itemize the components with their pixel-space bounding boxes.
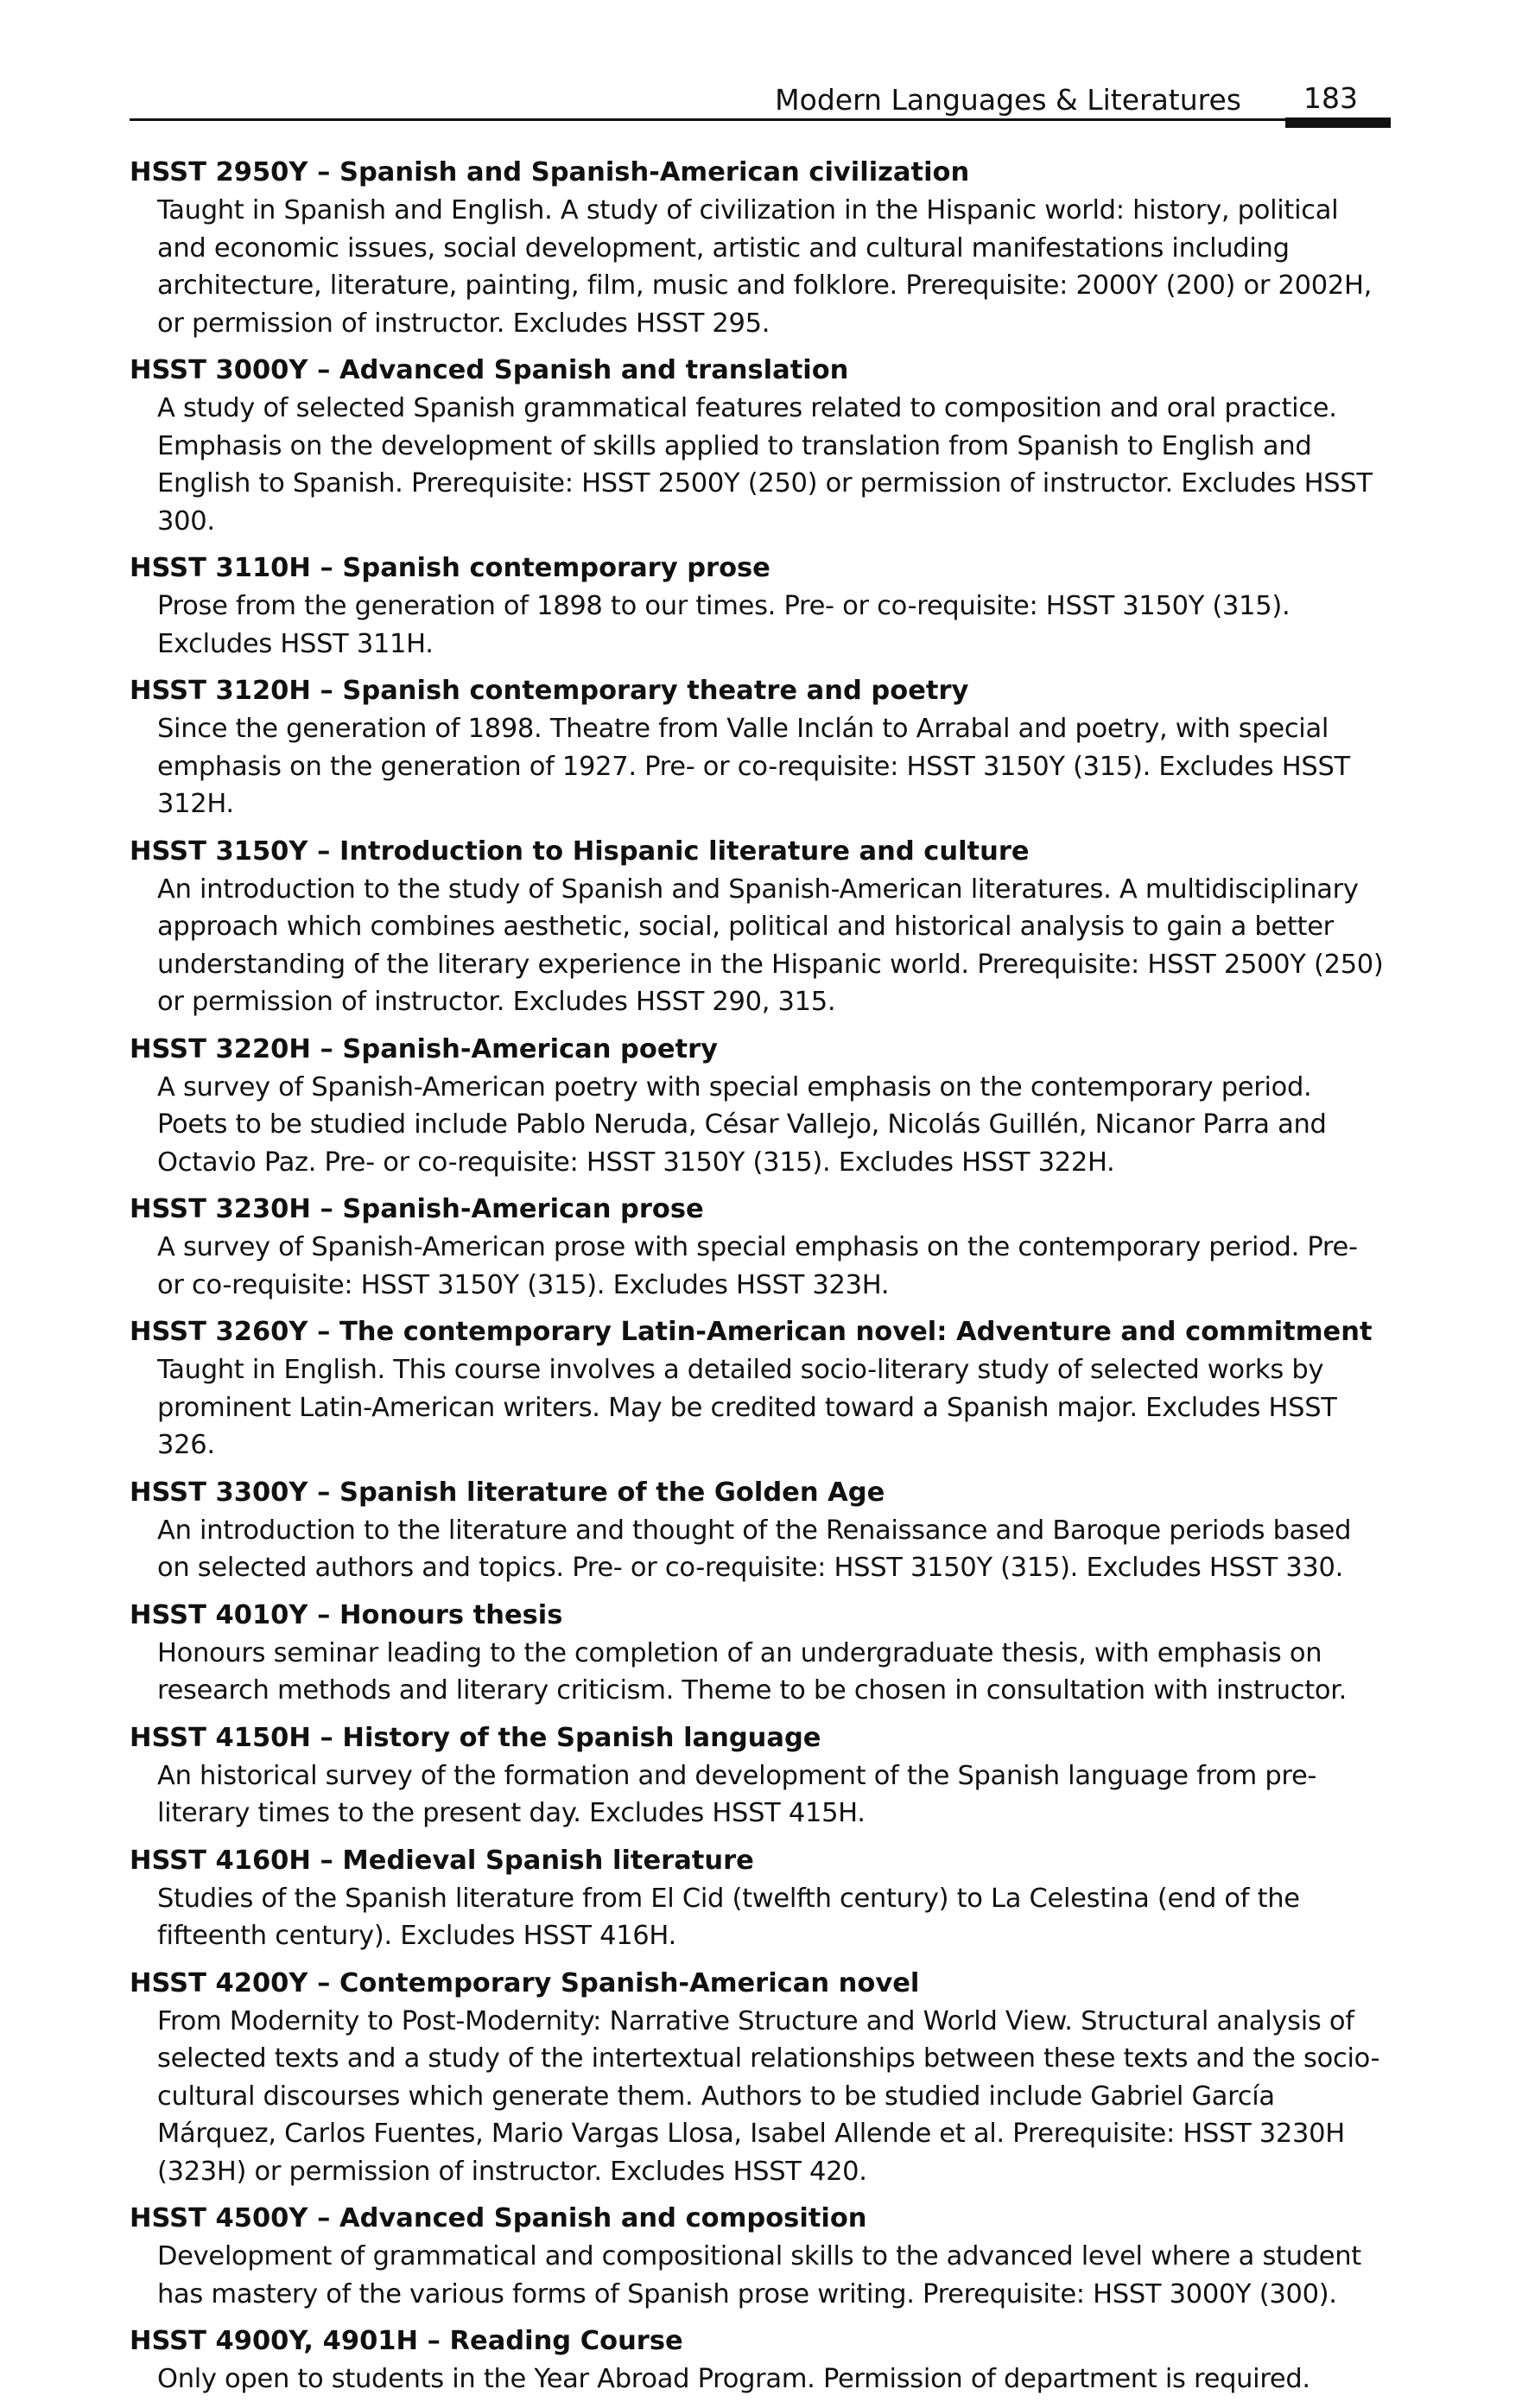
course-description: Development of grammatical and compositional skills to the advanced level where a student has mastery of the various forms of Spanish prose writing. Prerequisite: HSST 3000Y (300). (157, 2241, 1361, 2310)
course-entry (130, 1191, 1399, 1304)
course-entry (130, 1842, 1399, 1955)
course-entry (130, 2200, 1399, 2313)
course-title: HSST 3110H – Spanish contemporary prose (130, 553, 771, 583)
course-description: An introduction to the study of Spanish and Spanish-American literatures. A multidisciplinary approach which combines aesthetic, social, political and historical analysis to gain a better understanding of the literary experience in the Hispanic world. Prerequisite: HSST 2500Y (250) or permission of instructor. Excludes HSST 290, 315. (157, 874, 1384, 1017)
course-entry (130, 1474, 1399, 1587)
course-title: HSST 4200Y – Contemporary Spanish-American novel (130, 1967, 920, 1998)
course-description: Prose from the generation of 1898 to our times. Pre- or co-requisite: HSST 3150Y (315). Excludes HSST 311H. (157, 591, 1291, 659)
course-description: Honours seminar leading to the completion of an undergraduate thesis, with emphasis on research methods and literary criticism. Theme to be chosen in consultation with instructor. (157, 1637, 1348, 1706)
course-title: HSST 3230H – Spanish-American prose (130, 1194, 704, 1224)
course-title: HSST 3150Y – Introduction to Hispanic literature and culture (130, 835, 1030, 867)
header-tab-bar (1285, 118, 1391, 128)
course-title: HSST 3300Y – Spanish literature of the Golden Age (130, 1477, 885, 1508)
course-entry (130, 1965, 1399, 2191)
course-title: HSST 3000Y – Advanced Spanish and translation (130, 355, 849, 385)
page-number: 183 (1303, 81, 1358, 115)
course-title: HSST 4500Y – Advanced Spanish and composition (130, 2203, 867, 2233)
course-title: HSST 4900Y, 4901H – Reading Course (130, 2326, 683, 2356)
course-title: HSST 3260Y – The contemporary Latin-American novel: Adventure and commitment (130, 1317, 1373, 1347)
course-title: HSST 2950Y – Spanish and Spanish-American civilization (130, 157, 970, 187)
course-entry (130, 1597, 1399, 1710)
course-entry (130, 1313, 1399, 1464)
course-description: Taught in English. This course involves a detailed socio-literary study of selected works by prominent Latin-American writers. May be credited toward a Spanish major. Excludes HSST 326. (157, 1355, 1337, 1460)
course-description: A study of selected Spanish grammatical features related to composition and oral practice. Emphasis on the development of skills applied to translation from Spanish to English and English to Spanish. Prerequisite: HSST 2500Y (250) or permission of instructor. Excludes HSST 300. (157, 393, 1373, 537)
course-list (130, 154, 1399, 2408)
course-entry (130, 1719, 1399, 1833)
course-entry (130, 833, 1399, 1021)
course-entry (130, 1031, 1399, 1182)
course-description: An historical survey of the formation and development of the Spanish language from pre-literary times to the present day. Excludes HSST 415H. (157, 1760, 1317, 1828)
course-entry (130, 154, 1399, 342)
course-description: Taught in Spanish and English. A study of civilization in the Hispanic world: history, political and economic issues, social development, artistic and cultural manifestations including architecture, literature, painting, film, music and folklore. Prerequisite: 2000Y (200) or 2002H, or permission of instructor. Excludes HSST 295. (157, 195, 1372, 339)
header-rule (130, 118, 1285, 121)
course-description: Studies of the Spanish literature from El Cid (twelfth century) to La Celestina (end of the fifteenth century). Excludes HSST 416H. (157, 1883, 1300, 1951)
course-title: HSST 3120H – Spanish contemporary theatre and poetry (130, 676, 969, 706)
course-description: An introduction to the literature and thought of the Renaissance and Baroque periods based on selected authors and topics. Pre- or co-requisite: HSST 3150Y (315). Excludes HSST 330. (157, 1515, 1352, 1583)
course-title: HSST 3220H – Spanish-American poetry (130, 1033, 719, 1064)
course-entry (130, 550, 1399, 663)
course-description: From Modernity to Post-Modernity: Narrative Structure and World View. Structural analysis of selected texts and a study of the intertextual relationships between these texts and the socio-cultural discourses which generate them. Authors to be studied include Gabriel García Márquez, Carlos Fuentes, Mario Vargas Llosa, Isabel Allende et al. Prerequisite: HSST 3230H (323H) or permission of instructor. Excludes HSST 420. (157, 2005, 1380, 2187)
course-description: A survey of Spanish-American poetry with special emphasis on the contemporary period. Poets to be studied include Pablo Neruda, César Vallejo, Nicolás Guillén, Nicanor Parra and Octavio Paz. Pre- or co-requisite: HSST 3150Y (315). Excludes HSST 322H. (157, 1071, 1327, 1178)
course-entry (130, 2322, 1399, 2398)
course-entry (130, 352, 1399, 540)
course-description: Since the generation of 1898. Theatre from Valle Inclán to Arrabal and poetry, with special emphasis on the generation of 1927. Pre- or co-requisite: HSST 3150Y (315). Excludes HSST 312H. (157, 714, 1350, 819)
running-head-section: Modern Languages & Literatures (775, 83, 1241, 117)
course-description: A survey of Spanish-American prose with special emphasis on the contemporary period. Pre- or co-requisite: HSST 3150Y (315). Excludes HSST 323H. (157, 1232, 1358, 1300)
course-title: HSST 4010Y – Honours thesis (130, 1599, 563, 1630)
course-title: HSST 4150H – History of the Spanish language (130, 1722, 821, 1753)
course-description: Only open to students in the Year Abroad Program. Permission of department is required. (157, 2364, 1310, 2394)
course-entry (130, 672, 1399, 823)
page-header (130, 79, 1391, 124)
course-title: HSST 4160H – Medieval Spanish literature (130, 1845, 754, 1876)
